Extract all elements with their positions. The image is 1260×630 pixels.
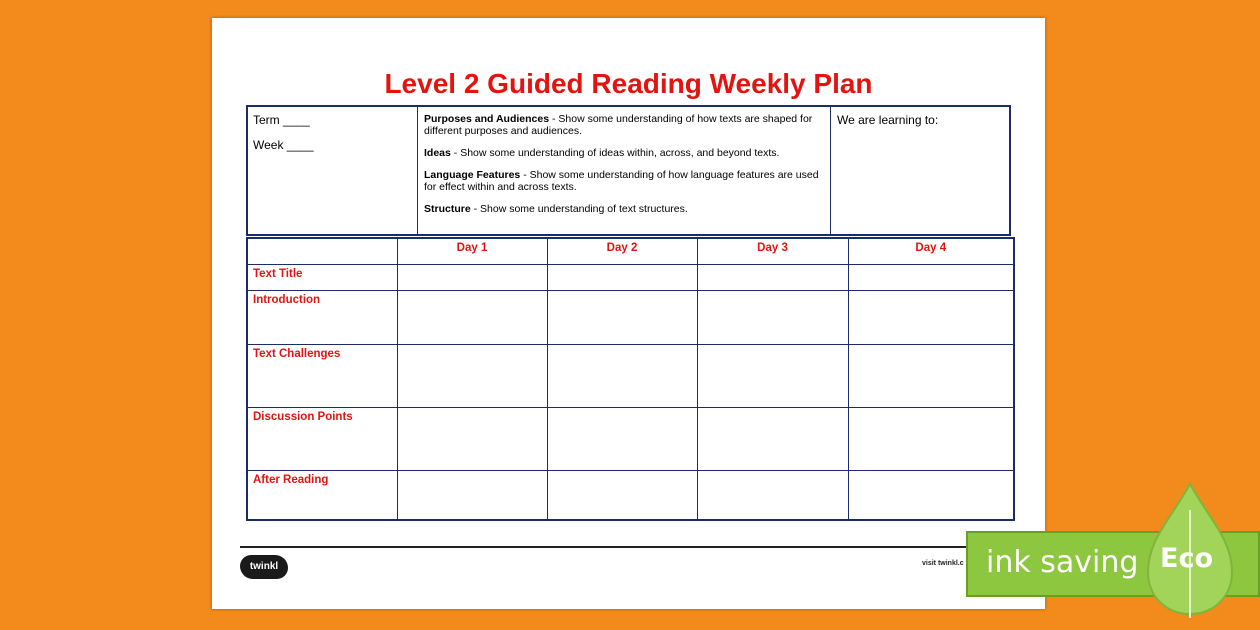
objectives-cell — [418, 107, 831, 234]
weekly-plan-table — [246, 237, 1015, 521]
plan-cell[interactable] — [547, 470, 697, 520]
day-header: Day 2 — [547, 238, 697, 264]
learning-intention-cell: We are learning to: — [837, 113, 939, 127]
table-row — [247, 264, 1014, 290]
plan-cell[interactable] — [848, 344, 1014, 407]
term-week-cell — [248, 107, 418, 234]
day-header: Day 1 — [397, 238, 547, 264]
objective-item: Ideas - Show some understanding of ideas within, across, and beyond texts. — [424, 147, 780, 159]
plan-cell[interactable] — [397, 290, 547, 344]
term-field: Term ____ — [253, 113, 310, 127]
plan-cell[interactable] — [547, 344, 697, 407]
footer-divider — [240, 546, 1012, 548]
plan-cell[interactable] — [397, 407, 547, 470]
plan-cell[interactable] — [697, 344, 848, 407]
plan-cell[interactable] — [547, 264, 697, 290]
page-title: Level 2 Guided Reading Weekly Plan — [384, 68, 873, 99]
row-label: Text Title — [247, 264, 397, 290]
table-row — [247, 290, 1014, 344]
eco-label: Eco — [1160, 543, 1213, 574]
day-header: Day 4 — [848, 238, 1014, 264]
row-label: After Reading — [247, 470, 397, 520]
plan-cell[interactable] — [397, 344, 547, 407]
objective-item: Purposes and Audiences - Show some understanding of how texts are shaped for different purposes and audiences. — [424, 113, 813, 137]
plan-cell[interactable] — [697, 470, 848, 520]
table-row — [247, 344, 1014, 407]
plan-cell[interactable] — [697, 290, 848, 344]
plan-cell[interactable] — [697, 264, 848, 290]
row-label: Introduction — [247, 290, 397, 344]
table-row — [247, 470, 1014, 520]
plan-cell[interactable] — [848, 407, 1014, 470]
plan-cell[interactable] — [848, 470, 1014, 520]
plan-cell[interactable] — [547, 407, 697, 470]
objectives-box — [246, 105, 1011, 236]
row-label: Text Challenges — [247, 344, 397, 407]
day-header: Day 3 — [697, 238, 848, 264]
plan-cell[interactable] — [547, 290, 697, 344]
objective-item: Structure - Show some understanding of text structures. — [424, 203, 688, 215]
plan-cell[interactable] — [697, 407, 848, 470]
visit-link-text: visit twinkl.c — [922, 560, 964, 567]
row-label: Discussion Points — [247, 407, 397, 470]
plan-cell[interactable] — [397, 470, 547, 520]
twinkl-logo: twinkl — [240, 555, 288, 579]
objective-item: Language Features - Show some understanding of how language features are used for effect within and across texts. — [424, 169, 819, 193]
corner-cell — [247, 238, 397, 264]
table-row — [247, 407, 1014, 470]
table-header-row — [247, 238, 1014, 264]
plan-cell[interactable] — [848, 290, 1014, 344]
plan-cell[interactable] — [397, 264, 547, 290]
worksheet-page — [212, 18, 1045, 609]
ink-saving-text: ink saving — [986, 545, 1139, 580]
week-field: Week ____ — [253, 138, 314, 152]
plan-cell[interactable] — [848, 264, 1014, 290]
